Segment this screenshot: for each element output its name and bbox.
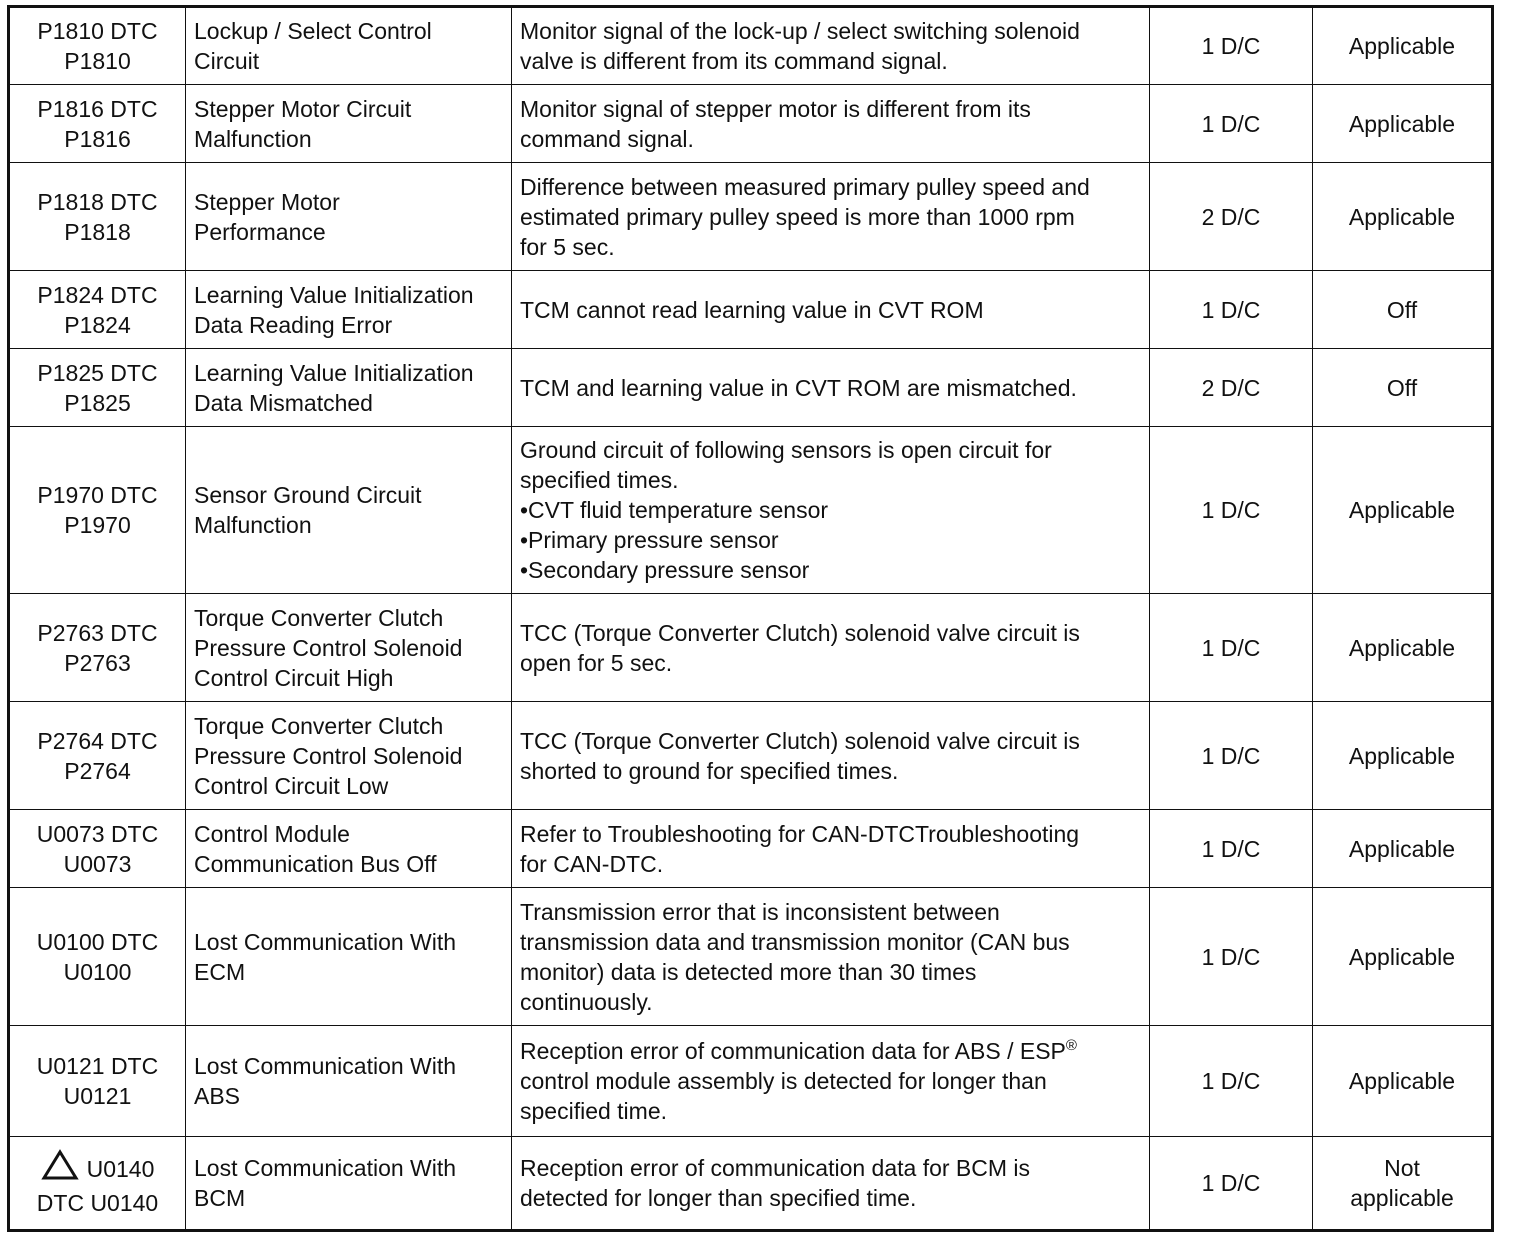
table-row <box>9 1026 1493 1137</box>
detection-condition-cell <box>512 163 1150 271</box>
mil-status-cell: Applicable <box>1313 427 1493 594</box>
dtc-name-cell <box>186 349 512 427</box>
detection-condition-cell <box>512 349 1150 427</box>
condition-line: specified time. <box>520 1098 668 1124</box>
dtc-code-cell <box>9 271 186 349</box>
mil-status-cell: Off <box>1313 271 1493 349</box>
dtc-code-short: P2763 <box>64 649 131 676</box>
dtc-name-line: Stepper Motor <box>194 188 340 215</box>
table-row <box>9 349 1493 427</box>
dtc-code-short: U0100 <box>63 958 132 985</box>
dtc-code-short: P1818 <box>64 218 131 245</box>
dtc-name-line: Torque Converter Clutch <box>194 712 444 739</box>
dtc-name-cell <box>186 1026 512 1137</box>
detection-condition-cell <box>512 85 1150 163</box>
dtc-code: U0121 DTC <box>36 1053 159 1079</box>
condition-line: TCM and learning value in CVT ROM are mismatched. <box>520 374 1077 401</box>
mil-status-cell: Applicable <box>1313 7 1493 85</box>
dtc-code-short: P1816 <box>64 125 131 152</box>
mil-status-cell: Applicable <box>1313 888 1493 1026</box>
dtc-name-cell <box>186 271 512 349</box>
registered-mark: ® <box>1065 1037 1077 1054</box>
mil-status-line: Not <box>1384 1155 1420 1181</box>
trip-detection-cell: 1 D/C <box>1150 594 1313 702</box>
dtc-name-line: Stepper Motor Circuit <box>194 95 412 122</box>
condition-bullet: •Primary pressure sensor <box>520 527 779 553</box>
mil-status-cell <box>1313 1137 1493 1231</box>
dtc-name-line: Lockup / Select Control <box>194 18 432 44</box>
table-row <box>9 810 1493 888</box>
condition-line: Monitor signal of stepper motor is different from its <box>520 95 1031 122</box>
condition-line: transmission data and transmission monitor (CAN bus <box>520 928 1070 955</box>
detection-condition-cell <box>512 810 1150 888</box>
dtc-table-page <box>7 5 1491 1232</box>
dtc-code-short: P1824 <box>64 311 131 338</box>
dtc-code: P1818 DTC <box>37 188 158 215</box>
dtc-code: P1825 DTC <box>37 359 158 386</box>
mil-status-cell: Applicable <box>1313 85 1493 163</box>
dtc-code: P1816 DTC <box>37 95 158 122</box>
mil-status-cell: Applicable <box>1313 1026 1493 1137</box>
dtc-name-line: Lost Communication With <box>194 1053 457 1079</box>
dtc-name-line: Performance <box>194 218 326 245</box>
dtc-code: P1970 DTC <box>37 482 158 508</box>
trip-detection-cell: 2 D/C <box>1150 349 1313 427</box>
condition-line: Ground circuit of following sensors is open circuit for <box>520 437 1052 463</box>
dtc-name-cell <box>186 7 512 85</box>
table-row <box>9 271 1493 349</box>
trip-detection-cell: 1 D/C <box>1150 810 1313 888</box>
table-row <box>9 85 1493 163</box>
trip-detection-cell: 1 D/C <box>1150 888 1313 1026</box>
condition-line <box>520 1036 1141 1066</box>
condition-line: Reception error of communication data for BCM is <box>520 1155 1031 1181</box>
dtc-name-line: Control Circuit Low <box>194 772 389 799</box>
dtc-name-cell <box>186 1137 512 1231</box>
table-row <box>9 1137 1493 1231</box>
dtc-name-line: ECM <box>194 958 246 985</box>
condition-line: TCC (Torque Converter Clutch) solenoid valve circuit is <box>520 727 1080 754</box>
condition-line: valve is different from its command signal. <box>520 48 948 74</box>
dtc-code-cell <box>9 888 186 1026</box>
detection-condition-cell <box>512 888 1150 1026</box>
mil-status-cell: Applicable <box>1313 163 1493 271</box>
dtc-name-line: Learning Value Initialization <box>194 281 474 308</box>
dtc-name-line: Malfunction <box>194 125 312 152</box>
dtc-code: U0100 DTC <box>36 928 159 955</box>
table-row <box>9 7 1493 85</box>
dtc-code-cell <box>9 1137 186 1231</box>
dtc-code-cell <box>9 7 186 85</box>
dtc-name-line: ABS <box>194 1083 241 1109</box>
condition-line: Transmission error that is inconsistent between <box>520 898 1000 925</box>
condition-line: TCC (Torque Converter Clutch) solenoid valve circuit is <box>520 619 1080 646</box>
dtc-code-cell <box>9 349 186 427</box>
detection-condition-cell <box>512 1026 1150 1137</box>
dtc-name-cell <box>186 163 512 271</box>
dtc-code-short: P1825 <box>64 389 131 416</box>
detection-condition-cell <box>512 702 1150 810</box>
dtc-code-with-icon <box>18 1149 177 1188</box>
dtc-name-line: Circuit <box>194 48 260 74</box>
mil-status-line: applicable <box>1350 1185 1454 1211</box>
condition-line: shorted to ground for specified times. <box>520 757 899 784</box>
condition-bullet: •Secondary pressure sensor <box>520 557 810 583</box>
dtc-name-cell <box>186 427 512 594</box>
dtc-name-line: BCM <box>194 1185 246 1211</box>
condition-line: Difference between measured primary pulley speed and <box>520 173 1090 200</box>
trip-detection-cell: 1 D/C <box>1150 1137 1313 1231</box>
dtc-code-short: U0073 <box>63 850 132 877</box>
table-row <box>9 594 1493 702</box>
detection-condition-cell <box>512 1137 1150 1231</box>
dtc-name-cell <box>186 888 512 1026</box>
dtc-code: P2764 DTC <box>37 727 158 754</box>
dtc-code-cell <box>9 594 186 702</box>
dtc-code-cell <box>9 85 186 163</box>
dtc-name-cell <box>186 810 512 888</box>
condition-line: specified times. <box>520 467 679 493</box>
dtc-name-line: Pressure Control Solenoid <box>194 634 463 661</box>
dtc-code-short: DTC U0140 <box>36 1189 159 1216</box>
condition-line: open for 5 sec. <box>520 649 673 676</box>
dtc-name-line: Torque Converter Clutch <box>194 604 444 631</box>
dtc-name-cell <box>186 702 512 810</box>
condition-line: Refer to Troubleshooting for CAN-DTCTroubleshooting <box>520 820 1080 847</box>
dtc-code: U0140 <box>86 1155 155 1182</box>
table-row <box>9 888 1493 1026</box>
dtc-name-line: Data Reading Error <box>194 311 393 338</box>
condition-line: for CAN-DTC. <box>520 850 664 877</box>
mil-status-cell: Applicable <box>1313 594 1493 702</box>
condition-line: for 5 sec. <box>520 233 615 260</box>
dtc-name-line: Communication Bus Off <box>194 850 437 877</box>
trip-detection-cell: 1 D/C <box>1150 702 1313 810</box>
mil-status-cell: Applicable <box>1313 810 1493 888</box>
condition-line: command signal. <box>520 125 694 152</box>
dtc-name-line: Learning Value Initialization <box>194 359 474 386</box>
detection-condition-cell <box>512 7 1150 85</box>
trip-detection-cell: 2 D/C <box>1150 163 1313 271</box>
dtc-name-line: Pressure Control Solenoid <box>194 742 463 769</box>
dtc-code-short: U0121 <box>63 1083 132 1109</box>
condition-line: control module assembly is detected for longer than <box>520 1068 1047 1094</box>
dtc-code: P2763 DTC <box>37 619 158 646</box>
dtc-name-cell <box>186 594 512 702</box>
dtc-name-line: Control Module <box>194 820 350 847</box>
dtc-name-line: Control Circuit High <box>194 664 394 691</box>
dtc-code-short: P1810 <box>64 48 131 74</box>
dtc-code-short: P1970 <box>64 512 131 538</box>
dtc-code-short: P2764 <box>64 757 131 784</box>
detection-condition-cell <box>512 594 1150 702</box>
trip-detection-cell: 1 D/C <box>1150 7 1313 85</box>
table-row <box>9 427 1493 594</box>
trip-detection-cell: 1 D/C <box>1150 427 1313 594</box>
condition-line: Monitor signal of the lock-up / select switching solenoid <box>520 18 1080 44</box>
table-row <box>9 702 1493 810</box>
condition-line: estimated primary pulley speed is more than 1000 rpm <box>520 203 1075 230</box>
dtc-code-cell <box>9 810 186 888</box>
condition-text: Reception error of communication data for ABS / ESP <box>520 1038 1066 1064</box>
dtc-code-cell <box>9 163 186 271</box>
dtc-name-line: Sensor Ground Circuit <box>194 482 422 508</box>
condition-line: continuously. <box>520 988 653 1015</box>
detection-condition-cell <box>512 271 1150 349</box>
dtc-name-line: Malfunction <box>194 512 312 538</box>
condition-line: TCM cannot read learning value in CVT ROM <box>520 296 984 323</box>
dtc-code-cell <box>9 427 186 594</box>
condition-line: detected for longer than specified time. <box>520 1185 917 1211</box>
table-row <box>9 163 1493 271</box>
detection-condition-cell <box>512 427 1150 594</box>
condition-bullet: •CVT fluid temperature sensor <box>520 497 829 523</box>
dtc-name-line: Lost Communication With <box>194 928 457 955</box>
warning-triangle-icon <box>41 1149 79 1188</box>
dtc-code: P1824 DTC <box>37 281 158 308</box>
dtc-code-cell <box>9 702 186 810</box>
dtc-name-cell <box>186 85 512 163</box>
condition-line: monitor) data is detected more than 30 times <box>520 958 977 985</box>
dtc-code-cell <box>9 1026 186 1137</box>
mil-status-cell: Applicable <box>1313 702 1493 810</box>
trip-detection-cell: 1 D/C <box>1150 85 1313 163</box>
dtc-name-line: Lost Communication With <box>194 1155 457 1181</box>
dtc-code: U0073 DTC <box>36 820 159 847</box>
dtc-table <box>7 5 1494 1232</box>
dtc-code: P1810 DTC <box>37 18 158 44</box>
mil-status-cell: Off <box>1313 349 1493 427</box>
trip-detection-cell: 1 D/C <box>1150 1026 1313 1137</box>
trip-detection-cell: 1 D/C <box>1150 271 1313 349</box>
dtc-name-line: Data Mismatched <box>194 389 373 416</box>
